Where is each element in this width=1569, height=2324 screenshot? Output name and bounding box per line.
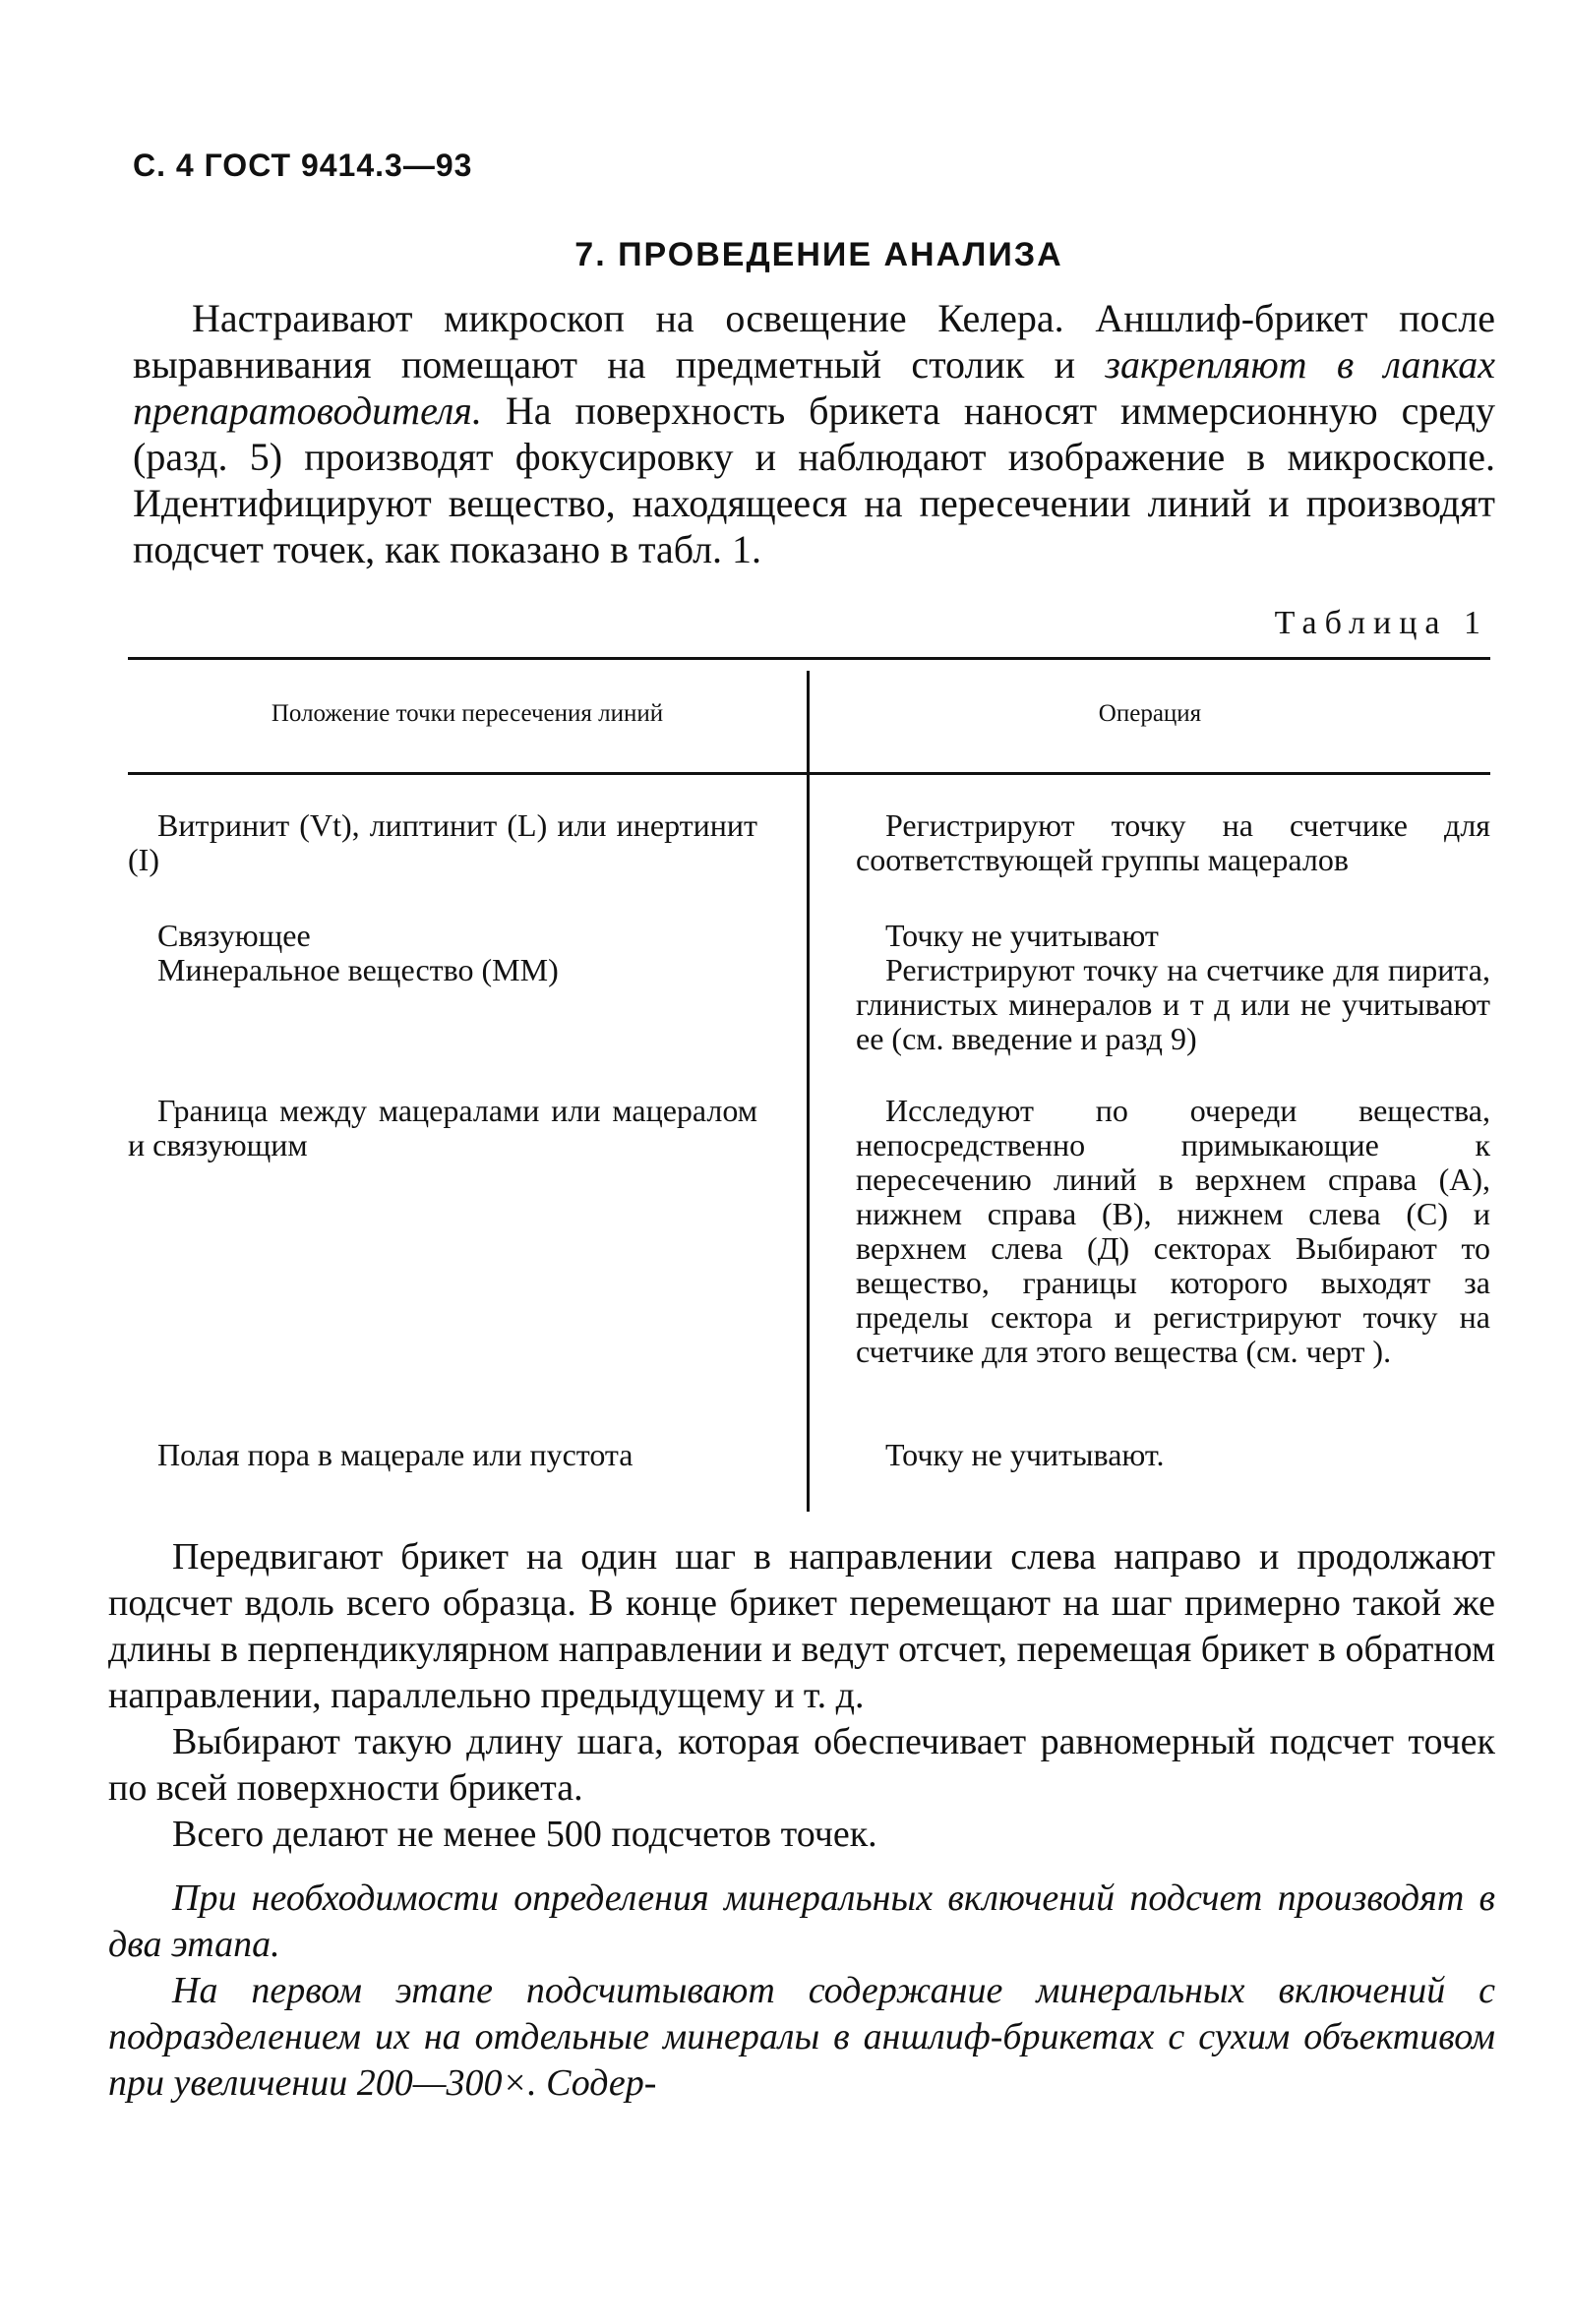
table-top-rule (128, 657, 1490, 660)
table-column-divider (807, 671, 810, 1512)
table-caption: Таблица 1 (1274, 605, 1488, 641)
section-title: 7. ПРОВЕДЕНИЕ АНАЛИЗА (574, 236, 1063, 273)
table-cell-position: Минеральное вещество (ММ) (157, 952, 559, 987)
intro-text-2: На поверхность брикета наносят иммерсионную среду (разд. 5) производят фокусировку и наблюдают изображение в микроскопе. Идентифицируют вещество, находящееся на пересечении линий и производят подсчет точек, как показано в табл. 1. (133, 388, 1495, 571)
paragraph-italic: При необходимости определения минеральных включений подсчет производят в два этапа. (108, 1877, 1495, 1965)
paragraph-italic: На первом этапе подсчитывают содержание минеральных включений с подразделением их на отдельные минералы в аншлиф-брикетах с сухим объективом при увеличении 200—300×. Содер- (108, 1970, 1495, 2104)
table-cell-operation: Регистрируют точку на счетчике для пирита, глинистых минералов и т д или не учитывают ее (см. введение и разд 9) (856, 952, 1490, 1056)
intro-text-italic: закрепляют в лапках препаратоводителя. (133, 342, 1495, 433)
table-cell-operation: Исследуют по очереди вещества, непосредственно примыкающие к пересечению линий в верхнем справа (А), нижнем справа (В), нижнем слева (С) и верхнем слева (Д) секторах Выбирают то вещество, границы которого выходят за пределы сектора и регистрируют точку на счетчике для этого вещества (см. черт ). (856, 1093, 1490, 1369)
table-cell-operation: Точку не учитывают. (885, 1437, 1165, 1472)
paragraph: Всего делают не менее 500 подсчетов точек. (172, 1814, 877, 1855)
page-header: С. 4 ГОСТ 9414.3—93 (133, 148, 473, 183)
table-cell-position: Витринит (Vt), липтинит (L) или инертинит (I) (128, 807, 757, 877)
table-header-rule (128, 772, 1490, 775)
table-cell-position: Связующее (157, 918, 311, 953)
table-cell-operation: Регистрируют точку на счетчике для соответствующей группы мацералов (856, 807, 1490, 877)
table-cell-operation: Точку не учитывают (885, 918, 1159, 953)
paragraph: Передвигают брикет на один шаг в направлении слева направо и продолжают подсчет вдоль всего образца. В конце брикет перемещают на шаг примерно такой же длины в перпендикулярном направлении и ведут отсчет, перемещая брикет в обратном направлении, параллельно предыдущему и т. д. (108, 1536, 1495, 1716)
table-cell-position: Граница между мацералами или мацералом и связующим (128, 1093, 757, 1162)
table-cell-position: Полая пора в мацерале или пустота (157, 1437, 634, 1472)
table-header-position: Положение точки пересечения линий (271, 700, 664, 727)
table-header-operation: Операция (1098, 700, 1202, 727)
paragraph: Выбирают такую длину шага, которая обеспечивает равномерный подсчет точек по всей поверхности брикета. (108, 1721, 1495, 1809)
intro-text-1: Настраивают микроскоп на освещение Келера. Аншлиф-брикет после выравнивания помещают на предметный столик и (133, 296, 1495, 387)
body-text (108, 1534, 1495, 2107)
intro-paragraph (133, 295, 1495, 572)
